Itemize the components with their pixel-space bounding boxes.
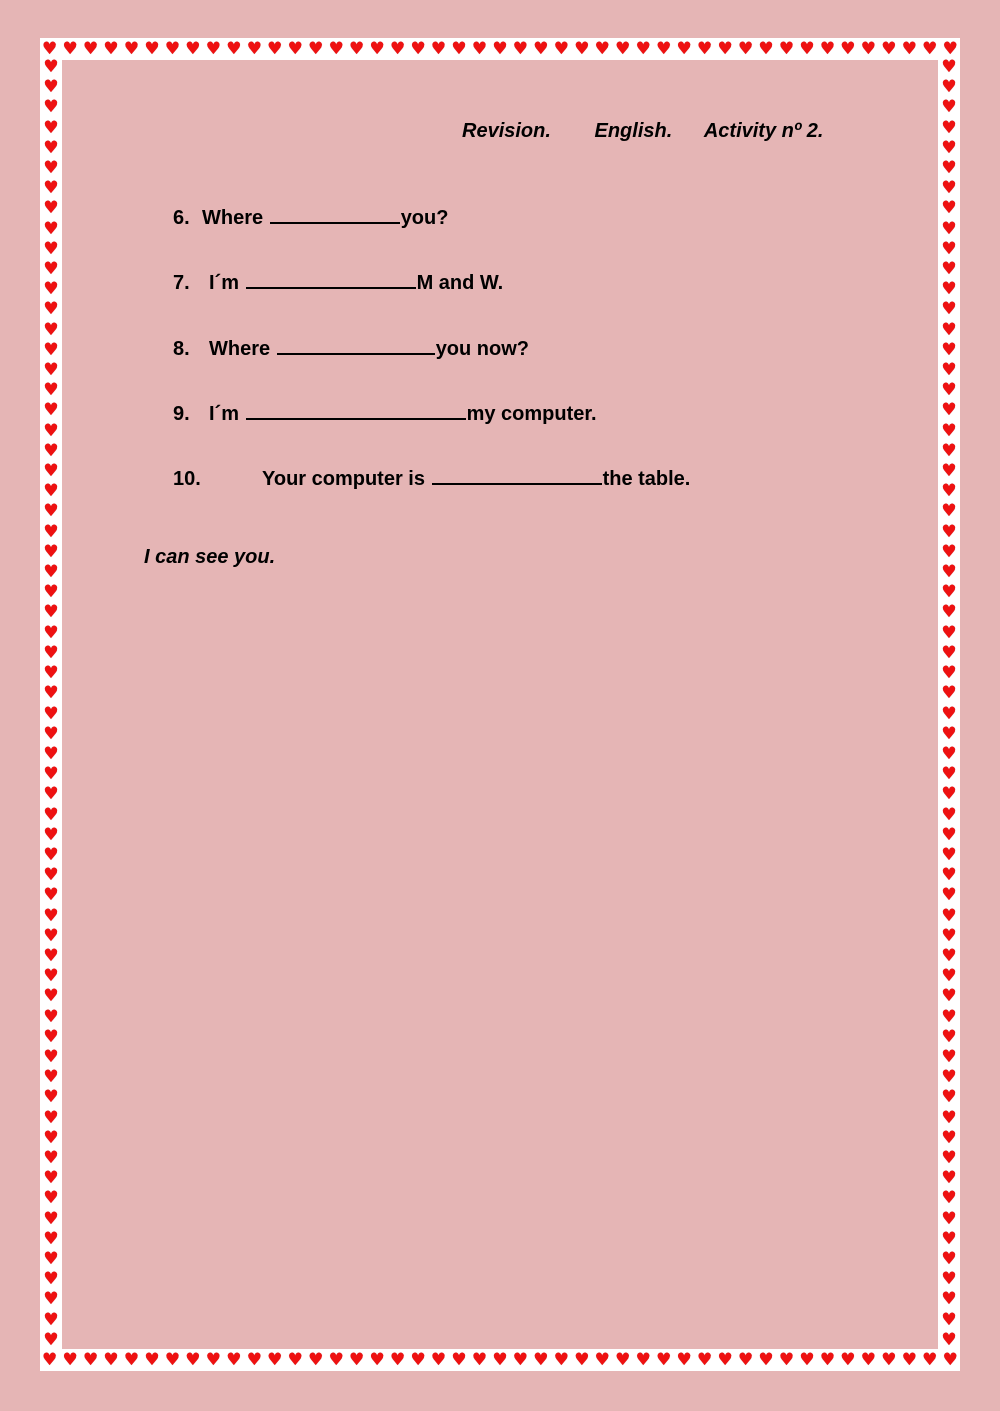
- heart-icon: ♥: [42, 38, 58, 59]
- closing-sentence: I can see you.: [144, 546, 276, 568]
- heart-icon: ♥: [410, 1349, 426, 1370]
- answer-blank[interactable]: [277, 333, 435, 355]
- heart-icon: ♥: [941, 804, 957, 825]
- heart-icon: ♥: [512, 1349, 529, 1370]
- answer-blank[interactable]: [246, 398, 466, 420]
- heart-icon: ♥: [941, 259, 957, 280]
- heart-icon: ♥: [43, 1127, 59, 1148]
- heart-icon: ♥: [941, 784, 957, 805]
- heart-icon: ♥: [43, 158, 59, 179]
- heart-icon: ♥: [922, 1349, 938, 1370]
- heart-icon: ♥: [941, 743, 957, 764]
- heart-icon: ♥: [103, 38, 119, 59]
- heart-icon: ♥: [840, 38, 856, 59]
- heart-icon: ♥: [676, 1349, 692, 1370]
- worksheet-header: [462, 120, 823, 143]
- exercise-number: 9.: [173, 403, 190, 425]
- heart-border-left: [41, 59, 61, 1349]
- heart-icon: ♥: [43, 723, 59, 744]
- heart-icon: ♥: [410, 38, 426, 59]
- heart-icon: ♥: [144, 38, 160, 59]
- heart-icon: ♥: [43, 663, 59, 684]
- heart-icon: ♥: [43, 259, 59, 280]
- heart-icon: ♥: [941, 339, 957, 360]
- heart-icon: ♥: [267, 38, 283, 59]
- heart-icon: ♥: [941, 1067, 957, 1088]
- heart-icon: ♥: [819, 1349, 836, 1370]
- heart-icon: ♥: [941, 440, 957, 461]
- heart-icon: ♥: [471, 38, 488, 59]
- heart-icon: ♥: [941, 380, 957, 401]
- heart-icon: ♥: [941, 1228, 957, 1249]
- heart-icon: ♥: [43, 339, 59, 360]
- heart-icon: ♥: [43, 481, 59, 502]
- heart-icon: ♥: [941, 1046, 957, 1067]
- heart-icon: ♥: [492, 38, 508, 59]
- heart-icon: ♥: [941, 1329, 957, 1350]
- heart-icon: ♥: [226, 1349, 242, 1370]
- heart-icon: ♥: [758, 38, 774, 59]
- heart-icon: ♥: [43, 1107, 59, 1128]
- heart-icon: ♥: [164, 38, 181, 59]
- heart-icon: ♥: [941, 844, 957, 865]
- heart-icon: ♥: [533, 38, 549, 59]
- heart-icon: ♥: [941, 1309, 957, 1330]
- heart-icon: ♥: [941, 1208, 957, 1229]
- heart-icon: ♥: [941, 905, 957, 926]
- heart-icon: ♥: [43, 1228, 59, 1249]
- heart-icon: ♥: [43, 541, 59, 562]
- heart-icon: ♥: [941, 420, 957, 441]
- heart-icon: ♥: [82, 1349, 99, 1370]
- heart-icon: ♥: [43, 642, 59, 663]
- heart-icon: ♥: [615, 38, 631, 59]
- answer-blank[interactable]: [432, 463, 602, 485]
- heart-icon: ♥: [941, 683, 957, 704]
- answer-blank[interactable]: [270, 202, 400, 224]
- heart-icon: ♥: [43, 1168, 59, 1189]
- heart-icon: ♥: [328, 1349, 344, 1370]
- heart-icon: ♥: [43, 582, 59, 603]
- exercise-text-before: I´m: [209, 272, 239, 294]
- heart-icon: ♥: [43, 198, 59, 219]
- heart-icon: ♥: [553, 38, 569, 59]
- heart-icon: ♥: [43, 178, 59, 199]
- header-activity: Activity nº 2.: [703, 120, 824, 142]
- heart-icon: ♥: [594, 1349, 610, 1370]
- header-revision: Revision.: [462, 120, 551, 142]
- heart-icon: ♥: [941, 1127, 957, 1148]
- heart-icon: ♥: [43, 602, 59, 623]
- heart-icon: ♥: [941, 238, 957, 259]
- heart-icon: ♥: [43, 117, 59, 138]
- heart-icon: ♥: [737, 38, 754, 59]
- heart-icon: ♥: [941, 481, 957, 502]
- heart-icon: ♥: [123, 38, 140, 59]
- heart-icon: ♥: [941, 602, 957, 623]
- heart-icon: ♥: [389, 1349, 406, 1370]
- heart-icon: ♥: [144, 1349, 160, 1370]
- heart-icon: ♥: [697, 1349, 713, 1370]
- heart-icon: ♥: [43, 77, 59, 98]
- exercise-text-after: my computer.: [466, 403, 597, 425]
- heart-icon: ♥: [615, 1349, 631, 1370]
- heart-icon: ♥: [43, 1269, 59, 1290]
- exercise-text-before: Where: [202, 207, 264, 229]
- heart-icon: ♥: [185, 38, 201, 59]
- heart-icon: ♥: [43, 1188, 59, 1209]
- heart-icon: ♥: [43, 865, 59, 886]
- heart-icon: ♥: [941, 97, 957, 118]
- heart-icon: ♥: [369, 38, 385, 59]
- heart-icon: ♥: [226, 38, 242, 59]
- heart-icon: ♥: [941, 642, 957, 663]
- heart-icon: ♥: [43, 885, 59, 906]
- heart-icon: ♥: [717, 1349, 733, 1370]
- heart-icon: ♥: [799, 1349, 815, 1370]
- heart-icon: ♥: [656, 38, 672, 59]
- heart-icon: ♥: [840, 1349, 856, 1370]
- exercise-text-before: I´m: [209, 403, 239, 425]
- heart-icon: ♥: [553, 1349, 569, 1370]
- heart-icon: ♥: [941, 198, 957, 219]
- heart-icon: ♥: [43, 986, 59, 1007]
- heart-icon: ♥: [43, 1208, 59, 1229]
- heart-icon: ♥: [287, 1349, 303, 1370]
- heart-icon: ♥: [941, 461, 957, 482]
- heart-icon: ♥: [349, 1349, 365, 1370]
- heart-icon: ♥: [941, 582, 957, 603]
- heart-icon: ♥: [43, 501, 59, 522]
- heart-icon: ♥: [941, 1168, 957, 1189]
- heart-icon: ♥: [471, 1349, 488, 1370]
- heart-icon: ♥: [941, 77, 957, 98]
- heart-icon: ♥: [43, 1087, 59, 1108]
- heart-icon: ♥: [43, 1006, 59, 1027]
- heart-icon: ♥: [941, 1147, 957, 1168]
- heart-icon: ♥: [43, 743, 59, 764]
- heart-icon: ♥: [43, 1248, 59, 1269]
- heart-icon: ♥: [43, 1046, 59, 1067]
- worksheet-page: [62, 60, 938, 1349]
- heart-border-top: [42, 39, 958, 59]
- heart-icon: ♥: [635, 1349, 651, 1370]
- heart-icon: ♥: [941, 521, 957, 542]
- heart-icon: ♥: [185, 1349, 201, 1370]
- exercise-number: 10.: [173, 468, 201, 490]
- heart-icon: ♥: [941, 663, 957, 684]
- heart-icon: ♥: [941, 1248, 957, 1269]
- heart-icon: ♥: [267, 1349, 283, 1370]
- heart-icon: ♥: [62, 38, 78, 59]
- heart-icon: ♥: [451, 38, 467, 59]
- exercise-text-after: the table.: [602, 468, 691, 490]
- heart-icon: ♥: [492, 1349, 508, 1370]
- heart-icon: ♥: [123, 1349, 140, 1370]
- heart-icon: ♥: [43, 360, 59, 381]
- heart-icon: ♥: [62, 1349, 78, 1370]
- heart-icon: ♥: [901, 1349, 917, 1370]
- heart-icon: ♥: [246, 38, 262, 59]
- heart-icon: ♥: [941, 1026, 957, 1047]
- heart-icon: ♥: [941, 1269, 957, 1290]
- heart-icon: ♥: [941, 622, 957, 643]
- heart-icon: ♥: [43, 844, 59, 865]
- heart-icon: ♥: [43, 622, 59, 643]
- heart-icon: ♥: [246, 1349, 262, 1370]
- heart-border-bottom: [42, 1350, 958, 1370]
- heart-icon: ♥: [941, 723, 957, 744]
- exercise-6: [173, 202, 448, 230]
- heart-icon: ♥: [778, 38, 795, 59]
- heart-icon: ♥: [942, 38, 958, 59]
- heart-icon: ♥: [43, 905, 59, 926]
- heart-icon: ♥: [758, 1349, 774, 1370]
- heart-icon: ♥: [43, 97, 59, 118]
- exercise-text-after: M and W.: [416, 272, 504, 294]
- heart-icon: ♥: [941, 1107, 957, 1128]
- heart-icon: ♥: [430, 1349, 447, 1370]
- heart-icon: ♥: [43, 1147, 59, 1168]
- exercise-text-before: Your computer is: [262, 468, 425, 490]
- heart-icon: ♥: [43, 521, 59, 542]
- heart-icon: ♥: [43, 784, 59, 805]
- heart-icon: ♥: [860, 1349, 876, 1370]
- heart-icon: ♥: [635, 38, 651, 59]
- heart-icon: ♥: [922, 38, 938, 59]
- heart-icon: ♥: [43, 238, 59, 259]
- heart-icon: ♥: [941, 319, 957, 340]
- exercise-9: [173, 398, 597, 426]
- heart-icon: ♥: [881, 38, 897, 59]
- heart-icon: ♥: [43, 1067, 59, 1088]
- heart-icon: ♥: [164, 1349, 181, 1370]
- heart-icon: ♥: [941, 1087, 957, 1108]
- heart-icon: ♥: [533, 1349, 549, 1370]
- heart-icon: ♥: [881, 1349, 897, 1370]
- heart-icon: ♥: [512, 38, 529, 59]
- heart-icon: ♥: [697, 38, 713, 59]
- heart-icon: ♥: [941, 945, 957, 966]
- heart-icon: ♥: [941, 1006, 957, 1027]
- heart-icon: ♥: [941, 1289, 957, 1310]
- heart-icon: ♥: [941, 986, 957, 1007]
- exercise-number: 8.: [173, 338, 190, 360]
- heart-icon: ♥: [43, 1309, 59, 1330]
- heart-icon: ♥: [717, 38, 733, 59]
- exercise-text-before: Where: [209, 338, 271, 360]
- header-subject: English.: [594, 120, 673, 142]
- heart-icon: ♥: [43, 1289, 59, 1310]
- heart-icon: ♥: [205, 38, 221, 59]
- exercise-text-after: you now?: [435, 338, 530, 360]
- exercise-text-after: you?: [400, 207, 449, 229]
- heart-icon: ♥: [941, 158, 957, 179]
- heart-icon: ♥: [941, 824, 957, 845]
- heart-icon: ♥: [43, 703, 59, 724]
- heart-icon: ♥: [941, 703, 957, 724]
- heart-icon: ♥: [328, 38, 344, 59]
- heart-icon: ♥: [941, 178, 957, 199]
- heart-icon: ♥: [941, 137, 957, 158]
- heart-icon: ♥: [941, 1188, 957, 1209]
- heart-icon: ♥: [799, 38, 815, 59]
- heart-icon: ♥: [941, 501, 957, 522]
- heart-icon: ♥: [205, 1349, 221, 1370]
- exercise-number: 7.: [173, 272, 190, 294]
- heart-icon: ♥: [43, 137, 59, 158]
- heart-icon: ♥: [941, 925, 957, 946]
- heart-icon: ♥: [43, 279, 59, 300]
- heart-icon: ♥: [574, 1349, 590, 1370]
- heart-icon: ♥: [43, 420, 59, 441]
- heart-icon: ♥: [43, 319, 59, 340]
- heart-icon: ♥: [941, 865, 957, 886]
- heart-icon: ♥: [308, 1349, 324, 1370]
- heart-icon: ♥: [287, 38, 303, 59]
- heart-icon: ♥: [42, 1349, 58, 1370]
- exercise-10: [173, 463, 690, 491]
- heart-icon: ♥: [43, 1026, 59, 1047]
- heart-icon: ♥: [941, 57, 957, 77]
- heart-icon: ♥: [43, 945, 59, 966]
- heart-icon: ♥: [656, 1349, 672, 1370]
- heart-icon: ♥: [941, 360, 957, 381]
- exercise-7: [173, 267, 503, 295]
- heart-icon: ♥: [308, 38, 324, 59]
- heart-icon: ♥: [941, 218, 957, 239]
- heart-icon: ♥: [942, 1349, 958, 1370]
- heart-icon: ♥: [941, 966, 957, 987]
- heart-icon: ♥: [737, 1349, 754, 1370]
- heart-icon: ♥: [819, 38, 836, 59]
- heart-icon: ♥: [43, 966, 59, 987]
- heart-icon: ♥: [574, 38, 590, 59]
- heart-icon: ♥: [941, 279, 957, 300]
- heart-icon: ♥: [941, 541, 957, 562]
- heart-icon: ♥: [43, 57, 59, 77]
- heart-icon: ♥: [43, 299, 59, 320]
- exercise-8: [173, 333, 529, 361]
- heart-icon: ♥: [676, 38, 692, 59]
- heart-icon: ♥: [43, 683, 59, 704]
- heart-icon: ♥: [103, 1349, 119, 1370]
- heart-icon: ♥: [43, 824, 59, 845]
- heart-icon: ♥: [43, 461, 59, 482]
- heart-icon: ♥: [778, 1349, 795, 1370]
- heart-icon: ♥: [43, 764, 59, 785]
- heart-icon: ♥: [43, 400, 59, 421]
- heart-icon: ♥: [82, 38, 99, 59]
- heart-icon: ♥: [43, 1329, 59, 1350]
- heart-icon: ♥: [941, 299, 957, 320]
- heart-icon: ♥: [941, 400, 957, 421]
- heart-icon: ♥: [451, 1349, 467, 1370]
- heart-border-right: [939, 59, 959, 1349]
- heart-icon: ♥: [369, 1349, 385, 1370]
- heart-icon: ♥: [43, 380, 59, 401]
- heart-icon: ♥: [594, 38, 610, 59]
- heart-icon: ♥: [349, 38, 365, 59]
- heart-icon: ♥: [860, 38, 876, 59]
- answer-blank[interactable]: [246, 267, 416, 289]
- heart-icon: ♥: [43, 218, 59, 239]
- heart-icon: ♥: [43, 804, 59, 825]
- heart-icon: ♥: [43, 440, 59, 461]
- exercise-number: 6.: [173, 207, 190, 229]
- heart-icon: ♥: [430, 38, 447, 59]
- heart-icon: ♥: [941, 764, 957, 785]
- heart-icon: ♥: [43, 925, 59, 946]
- heart-icon: ♥: [43, 562, 59, 583]
- heart-icon: ♥: [941, 117, 957, 138]
- heart-icon: ♥: [941, 885, 957, 906]
- heart-icon: ♥: [941, 562, 957, 583]
- heart-icon: ♥: [901, 38, 917, 59]
- heart-icon: ♥: [389, 38, 406, 59]
